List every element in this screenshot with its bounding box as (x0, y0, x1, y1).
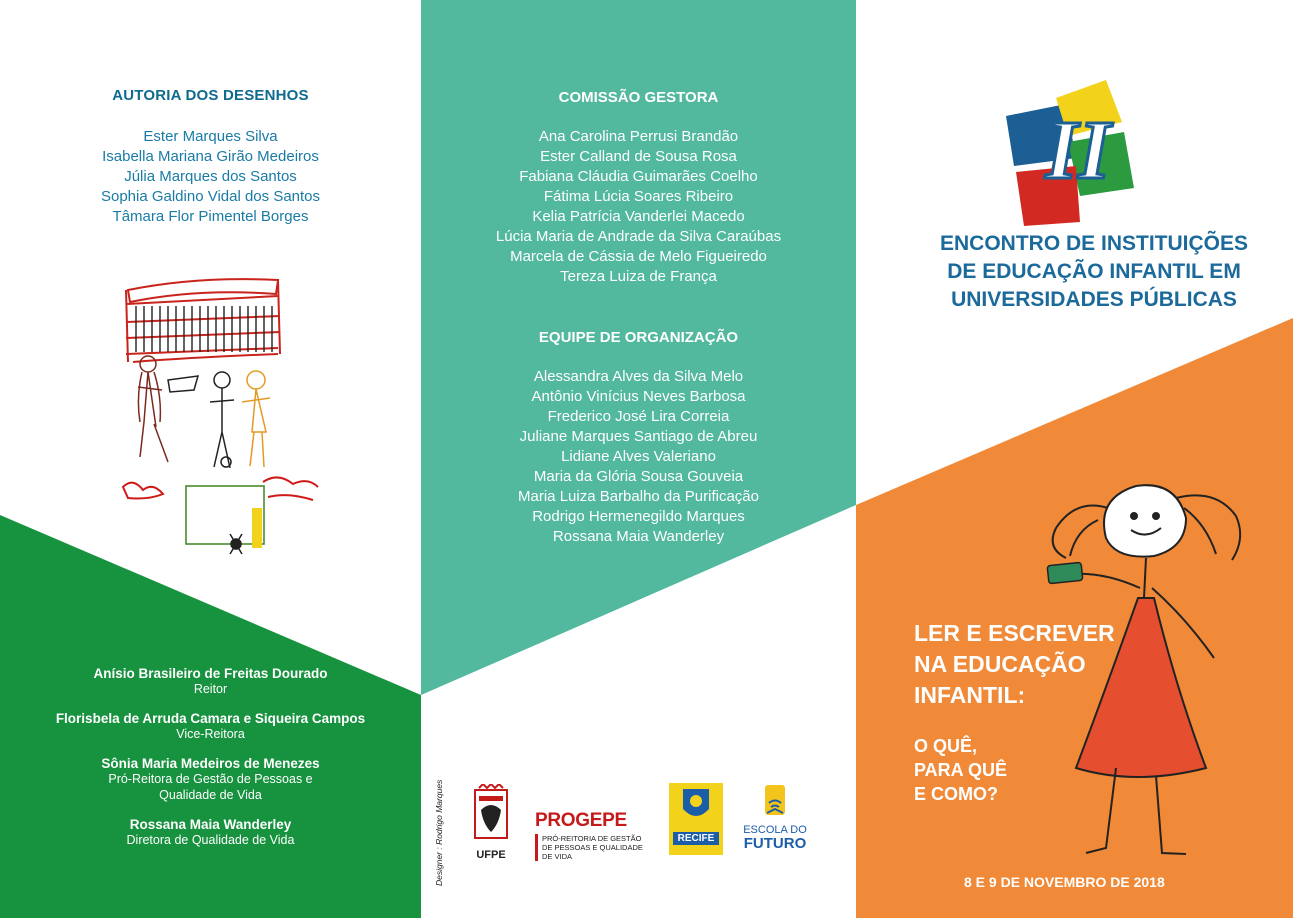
list-item: Ester Calland de Sousa Rosa (540, 148, 737, 165)
theme-subtitle (914, 734, 1114, 806)
staff-role: Vice-Reitora (176, 727, 245, 741)
list-item: Rodrigo Hermenegildo Marques (532, 508, 745, 525)
list-item: Kelia Patrícia Vanderlei Macedo (532, 208, 745, 225)
committee-heading: COMISSÃO GESTORA (558, 89, 719, 106)
staff-name: Florisbela de Arruda Camara e Siqueira Campos (55, 711, 366, 726)
subtitle-line: O QUÊ, (914, 736, 978, 756)
ufpe-logo (471, 784, 511, 864)
list-item: Lúcia Maria de Andrade da Silva Caraúbas (495, 228, 782, 245)
staff-role-line: Pró-Reitora de Gestão de Pessoas e (108, 772, 313, 786)
list-item: Alessandra Alves da Silva Melo (533, 368, 744, 385)
subtitle-line: PARA QUÊ (914, 760, 1008, 780)
list-item: Tâmara Flor Pimentel Borges (112, 208, 309, 225)
recife-crest-icon (669, 783, 723, 827)
list-item: Maria Luiza Barbalho da Purificação (518, 488, 759, 505)
middle-panel (421, 0, 856, 918)
drawings-heading: AUTORIA DOS DESENHOS (112, 87, 309, 104)
list-item: Isabella Mariana Girão Medeiros (102, 148, 319, 165)
progepe-subtitle: DE PESSOAS E QUALIDADE DE VIDA (542, 843, 643, 861)
theme-line: INFANTIL: (914, 682, 1026, 708)
organization-list (421, 367, 856, 547)
event-title-line: UNIVERSIDADES PÚBLICAS (951, 288, 1237, 311)
list-item: Fabiana Cláudia Guimarães Coelho (519, 168, 758, 185)
list-item: Sophia Galdino Vidal dos Santos (100, 188, 321, 205)
recife-label: RECIFE (673, 832, 719, 845)
list-item: Fátima Lúcia Soares Ribeiro (543, 188, 734, 205)
subtitle-line: E COMO? (914, 784, 998, 804)
event-title-line: ENCONTRO DE INSTITUIÇÕES (939, 232, 1249, 255)
staff-role: Diretora de Qualidade de Vida (126, 833, 295, 847)
designer-credit: Designer : Rodrigo Marques (434, 779, 444, 886)
list-item: Ana Carolina Perrusi Brandão (538, 128, 739, 145)
progepe-subtitle: PRÓ-REITORIA DE GESTÃO (542, 834, 642, 843)
staff-role (0, 771, 421, 803)
staff-list (0, 666, 421, 862)
progepe-title: PROGEPE (535, 810, 627, 831)
event-logo-ii (1006, 78, 1156, 228)
theme-line: LER E ESCREVER (914, 620, 1115, 646)
list-item: Ester Marques Silva (143, 128, 278, 145)
list-item: Juliane Marques Santiago de Abreu (519, 428, 758, 445)
progepe-logo (535, 810, 655, 861)
staff-role-line: Qualidade de Vida (159, 788, 262, 802)
list-item: Tereza Luiza de França (560, 268, 717, 285)
theme-line: NA EDUCAÇÃO (914, 651, 1086, 677)
committee-list (421, 127, 856, 287)
list-item: Lidiane Alves Valeriano (561, 448, 716, 465)
child-drawing-building-illustration (118, 272, 338, 562)
book-wifi-icon (737, 783, 813, 819)
list-item: Marcela de Cássia de Melo Figueiredo (510, 248, 767, 265)
recife-logo (669, 783, 723, 855)
right-panel (856, 0, 1293, 918)
event-title-line: DE EDUCAÇÃO INFANTIL EM (947, 260, 1241, 283)
drawing-authors-list (0, 127, 421, 227)
list-item: Júlia Marques dos Santos (124, 168, 297, 185)
edition-mark: II (1045, 104, 1111, 197)
left-panel (0, 0, 421, 918)
ufpe-label: UFPE (476, 849, 506, 861)
staff-name: Anísio Brasileiro de Freitas Dourado (93, 666, 328, 681)
staff-name: Sônia Maria Medeiros de Menezes (101, 756, 320, 771)
list-item: Frederico José Lira Correia (547, 408, 730, 425)
list-item: Antônio Vinícius Neves Barbosa (531, 388, 746, 405)
event-date: 8 E 9 DE NOVEMBRO DE 2018 (964, 874, 1165, 890)
staff-role: Reitor (193, 682, 228, 696)
staff-name: Rossana Maia Wanderley (129, 817, 292, 832)
escola-line1: ESCOLA DO (743, 824, 807, 836)
list-item: Maria da Glória Sousa Gouveia (533, 468, 744, 485)
event-title (904, 230, 1284, 314)
ufpe-crest-icon (471, 784, 511, 844)
list-item: Rossana Maia Wanderley (552, 528, 725, 545)
theme-title (914, 618, 1134, 711)
escola-do-futuro-logo (737, 783, 813, 851)
organization-heading: EQUIPE DE ORGANIZAÇÃO (538, 329, 739, 346)
escola-line2: FUTURO (743, 835, 807, 852)
